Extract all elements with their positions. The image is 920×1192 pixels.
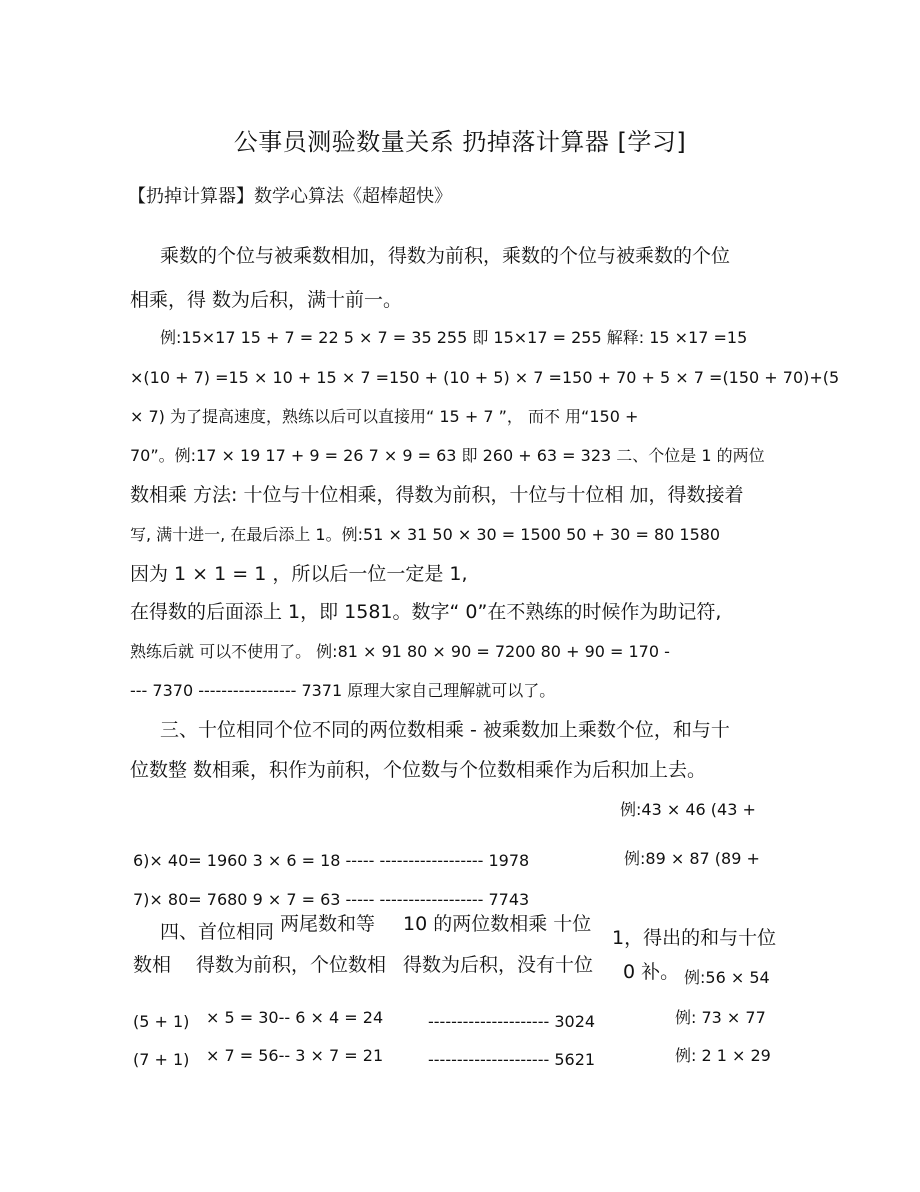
example-text: 例:89 × 87 (89 + [624,849,760,868]
example-dash: --------------------- 3024 [428,1012,596,1031]
subtitle: 【扔掉计算器】数学心算法《超棒超快》 [128,186,452,207]
example-text: 例:43 × 46 (43 + [620,800,756,819]
example-text: 6)× 40= 1960 3 × 6 = 18 ----- ------------------ 1978 [133,851,530,870]
example-text: 7)× 80= 7680 9 × 7 = 63 ----- ------------------ 7743 [133,890,530,909]
paragraph-line: × 7) 为了提高速度，熟练以后可以直接用“ 15 + 7 ”， 而不 用“150 + [130,407,639,426]
section-4-fragment: 0 补。 [623,961,680,983]
example-dash: --------------------- 5621 [428,1050,596,1069]
paragraph-line: 例:15×17 15 + 7 = 22 5 × 7 = 35 255 即 15×17 = 255 解释: 15 ×17 =15 [160,328,748,347]
section-4-fragment: 1，得出的和与十位 [612,927,777,949]
paragraph-line: 位数整 数相乘，积作为前积，个位数与个位数相乘作为后积加上去。 [130,759,707,781]
paragraph-line: 熟练后就 可以不使用了。 例:81 × 91 80 × 90 = 7200 80 + 90 = 170 - [130,642,670,661]
section-4-fragment: 10 的两位数相乘 十位 [403,913,592,935]
paragraph-line: 因为 1 × 1 = 1 ，所以后一位一定是 1, [130,563,468,585]
paragraph-line: 乘数的个位与被乘数相加，得数为前积，乘数的个位与被乘数的个位 [160,245,731,267]
paragraph-line: ×(10 + 7) =15 × 10 + 15 × 7 =150 + (10 + 5) × 7 =150 + 70 + 5 × 7 =(150 + 70)+(5 [130,368,840,387]
example-left: (7 + 1) [133,1050,190,1069]
example-right: 例: 2 1 × 29 [675,1046,771,1065]
paragraph-line: 70”。例:17 × 19 17 + 9 = 26 7 × 9 = 63 即 260 + 63 = 323 二、个位是 1 的两位 [130,446,765,465]
section-3-heading: 三、十位相同个位不同的两位数相乘 - 被乘数加上乘数个位，和与十 [160,719,730,741]
section-4-fragment: 数相 [133,954,172,976]
paragraph-line: 数相乘 方法: 十位与十位相乘，得数为前积，十位与十位相 加，得数接着 [130,484,744,506]
example-right: 例: 73 × 77 [675,1008,766,1027]
example-mid: × 7 = 56-- 3 × 7 = 21 [206,1046,384,1065]
section-4-fragment: 得数为后积，没有十位 [403,954,594,976]
paragraph-line: 写, 满十进一, 在最后添上 1。例:51 × 31 50 × 30 = 1500 50 + 30 = 80 1580 [130,525,721,544]
paragraph-line: 相乘，得 数为后积，满十前一。 [130,289,403,311]
page-title: 公事员测验数量关系 扔掉落计算器 [学习] [233,128,687,156]
paragraph-line: --- 7370 ----------------- 7371 原理大家自己理解就可以了。 [130,681,556,700]
section-4-fragment: 得数为前积，个位数相 [196,954,387,976]
example-text: 例:56 × 54 [684,968,770,987]
section-4-heading: 四、首位相同 [160,921,275,943]
paragraph-line: 在得数的后面添上 1，即 1581。数字“ 0”在不熟练的时候作为助记符, [130,601,722,623]
section-4-fragment: 两尾数和等 [280,913,376,935]
example-left: (5 + 1) [133,1012,190,1031]
example-mid: × 5 = 30-- 6 × 4 = 24 [206,1008,384,1027]
